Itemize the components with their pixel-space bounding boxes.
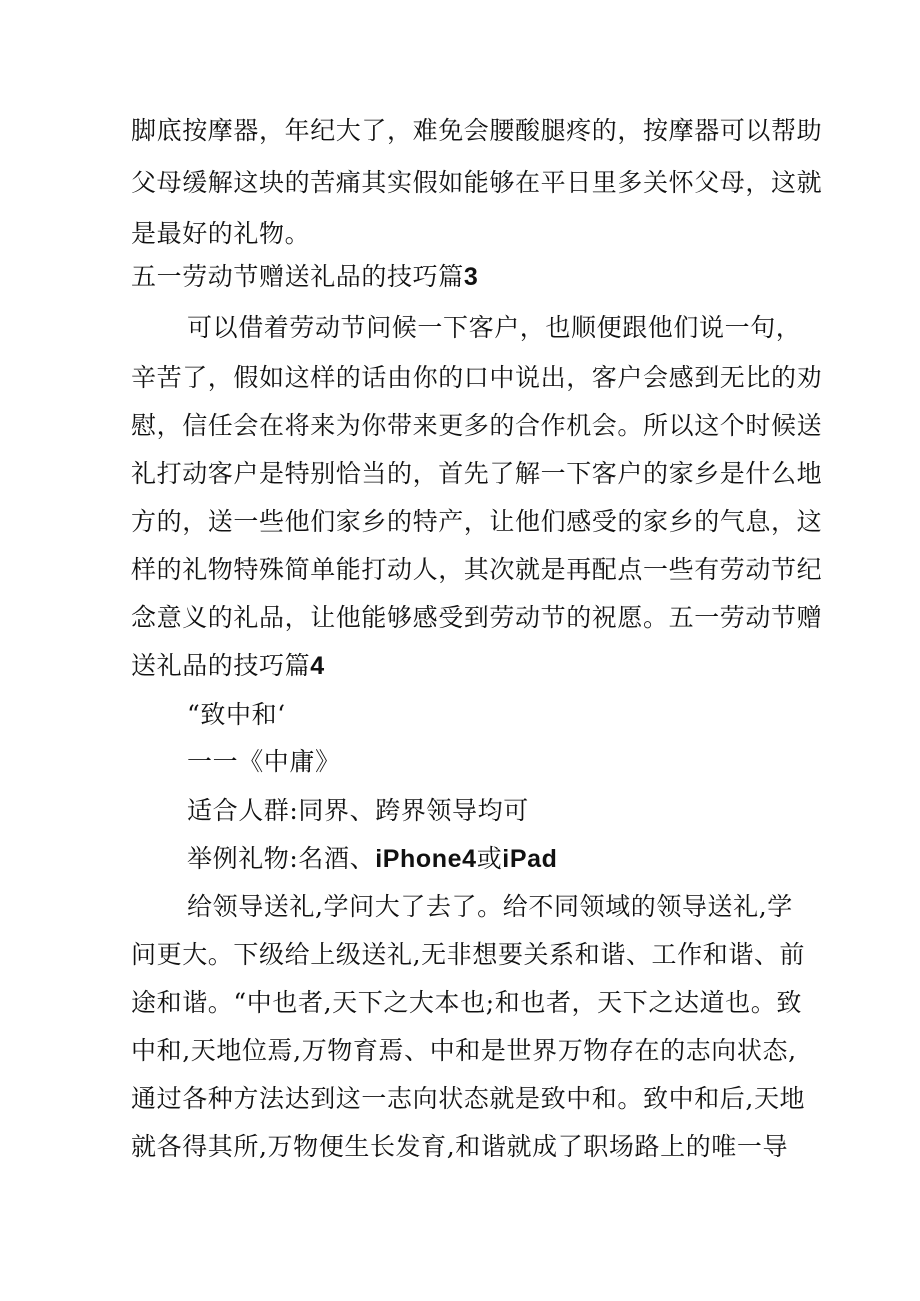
paragraph-line	[131, 1132, 788, 1162]
line-text: 中和,天地位焉,万物育焉、中和是世界万物存在的志向状态,	[131, 1036, 797, 1065]
paragraph-line	[131, 603, 822, 633]
quote-line	[187, 700, 286, 730]
paragraph-line	[131, 988, 802, 1018]
line-text: 辛苦了，假如这样的话由你的口中说出，客户会感到无比的劝	[131, 363, 823, 392]
line-text: 父母缓解这块的苦痛其实假如能够在平日里多关怀父母，这就	[131, 168, 823, 197]
line-text: 一一《中庸》	[187, 747, 341, 776]
heading-number: 4	[310, 652, 325, 680]
heading-text: 送礼品的技巧篇	[131, 651, 311, 680]
paragraph-line	[131, 363, 822, 393]
line-text: 礼打动客户是特别恰当的，首先了解一下客户的家乡是什么地	[131, 459, 823, 488]
section-heading-3	[131, 262, 478, 292]
line-text: 方的，送一些他们家乡的特产，让他们感受的家乡的气息，这	[131, 507, 823, 536]
gift-ipad: iPad	[502, 845, 558, 873]
paragraph-line	[131, 116, 822, 146]
line-text: 脚底按摩器，年纪大了，难免会腰酸腿疼的，按摩器可以帮助	[131, 116, 823, 145]
paragraph-line	[131, 555, 822, 585]
line-text: 是最好的礼物。	[131, 219, 311, 248]
gift-iphone: iPhone4	[375, 845, 477, 873]
paragraph-line	[131, 507, 822, 537]
line-text: “致中和‘	[187, 700, 286, 729]
quote-source	[187, 747, 341, 777]
heading-number: 3	[463, 263, 479, 291]
gift-or: 或	[476, 844, 503, 873]
paragraph-line	[131, 1036, 797, 1066]
line-text: 给领导送礼,学问大了去了。给不同领域的领导送礼,学	[187, 892, 793, 921]
paragraph-line	[187, 313, 801, 343]
paragraph-line	[131, 940, 805, 970]
section-heading-4	[131, 651, 325, 681]
heading-text: 五一劳动节赠送礼品的技巧篇	[131, 262, 464, 291]
target-audience	[187, 796, 529, 826]
line-text: 慰，信任会在将来为你带来更多的合作机会。所以这个时候送	[131, 411, 823, 440]
line-text: 可以借着劳动节问候一下客户，也顺便跟他们说一句，	[187, 313, 802, 342]
line-text: 适合人群:同界、跨界领导均可	[187, 796, 529, 825]
paragraph-line	[131, 459, 822, 489]
line-text: 途和谐。“中也者,天下之大本也;和也者，天下之达道也。致	[131, 988, 802, 1017]
paragraph-line	[131, 168, 822, 198]
line-text: 通过各种方法达到这一志向状态就是致中和。致中和后,天地	[131, 1084, 806, 1113]
gift-example	[187, 844, 558, 874]
paragraph-line	[131, 1084, 805, 1114]
line-text: 念意义的礼品，让他能够感受到劳动节的祝愿。五一劳动节赠	[131, 603, 823, 632]
line-text: 举例礼物:名酒、	[187, 844, 376, 873]
paragraph-line	[187, 892, 793, 922]
paragraph-line	[131, 411, 822, 441]
line-text: 问更大。下级给上级送礼,无非想要关系和谐、工作和谐、前	[131, 940, 806, 969]
line-text: 就各得其所,万物便生长发育,和谐就成了职场路上的唯一导	[131, 1132, 789, 1161]
line-text: 样的礼物特殊简单能打动人，其次就是再配点一些有劳动节纪	[131, 555, 823, 584]
paragraph-line	[131, 219, 310, 249]
